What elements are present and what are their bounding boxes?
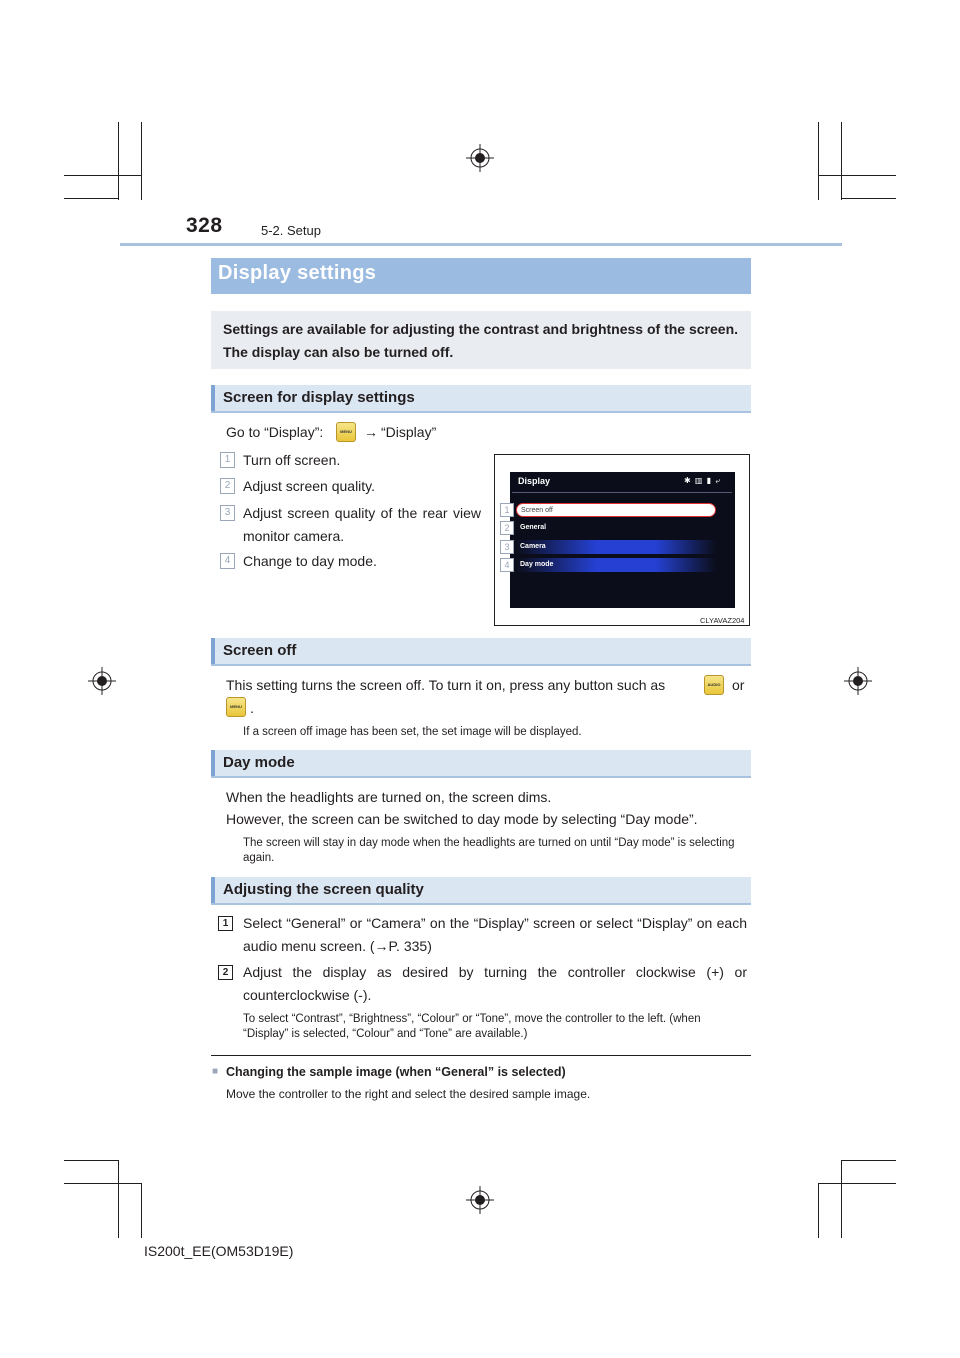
goto-arrow: → [364, 424, 378, 440]
screen-off-text: This setting turns the screen off. To turn it on, press any button such as [226, 677, 666, 693]
item-number: 4 [220, 553, 235, 569]
crop-mark [841, 198, 896, 199]
changing-heading: Changing the sample image (when “General” is selected) [226, 1065, 566, 1079]
page-number: 328 [186, 214, 223, 237]
section-heading: Adjusting the screen quality [223, 881, 424, 898]
step-number: 1 [218, 916, 233, 931]
figure-callout: 3 [500, 540, 514, 554]
page-title: Display settings [218, 262, 377, 284]
bullet-icon: ■ [212, 1066, 219, 1077]
crop-mark [64, 175, 142, 176]
crop-mark [141, 122, 142, 200]
section-heading: Day mode [223, 754, 295, 771]
header-rule [120, 243, 842, 246]
item-number: 3 [220, 505, 235, 521]
day-mode-line1: When the headlights are turned on, the screen dims. [226, 789, 552, 805]
menu-row-camera: Camera [516, 540, 716, 554]
crop-mark [841, 1160, 896, 1161]
screen-off-or: or [732, 677, 745, 693]
crop-mark [818, 1183, 896, 1184]
registration-mark-icon [466, 1186, 494, 1214]
goto-suffix: “Display” [381, 424, 437, 440]
item-text: Change to day mode. [243, 553, 377, 569]
figure-callout: 2 [500, 521, 514, 535]
item-number: 1 [220, 452, 235, 468]
crop-mark [118, 122, 119, 200]
item-text: Adjust screen quality. [243, 478, 376, 494]
section-label: 5-2. Setup [261, 223, 321, 238]
step-text: Select “General” or “Camera” on the “Display” screen or select “Display” on each audio menu screen. (→P. 335) [243, 915, 747, 954]
item-text: Adjust screen quality of the rear view monitor camera. [243, 505, 481, 544]
registration-mark-icon [88, 667, 116, 695]
crop-mark [818, 122, 819, 200]
crop-mark [841, 122, 842, 200]
changing-text: Move the controller to the right and select the desired sample image. [226, 1087, 591, 1101]
crop-mark [64, 198, 119, 199]
crop-mark [818, 175, 896, 176]
crop-mark [841, 1160, 842, 1238]
crop-mark [64, 1160, 119, 1161]
item-text: Turn off screen. [243, 452, 341, 468]
status-icons: ✱ ▥ ▮ ⤶ [684, 476, 721, 485]
screen-title: Display [518, 476, 551, 486]
section-heading: Screen for display settings [223, 389, 415, 406]
footer-code: IS200t_EE(OM53D19E) [144, 1243, 294, 1259]
section-heading: Screen off [223, 642, 297, 659]
menu-button-icon: MENU [336, 422, 356, 442]
day-mode-note: The screen will stay in day mode when the headlights are turned on until “Day mode” is selecting again. [243, 837, 735, 864]
figure-code: CLYAVAZ204 [700, 616, 745, 625]
item-number: 2 [220, 478, 235, 494]
screen-off-note: If a screen off image has been set, the set image will be displayed. [243, 726, 582, 738]
menu-row-day-mode: Day mode [516, 558, 716, 572]
figure-callout: 4 [500, 558, 514, 572]
day-mode-line2: However, the screen can be switched to day mode by selecting “Day mode”. [226, 811, 698, 827]
figure-callout: 1 [500, 503, 514, 517]
registration-mark-icon [466, 144, 494, 172]
registration-mark-icon [844, 667, 872, 695]
crop-mark [141, 1183, 142, 1238]
menu-row-general: General [520, 524, 547, 531]
crop-mark [64, 1183, 142, 1184]
intro-text: Settings are available for adjusting the contrast and brightness of the screen. The display can also be turned off. [223, 321, 739, 360]
crop-mark [118, 1160, 119, 1238]
crop-mark [818, 1183, 819, 1238]
screen-divider [512, 492, 732, 493]
step-text: Adjust the display as desired by turning the controller clockwise (+) or counterclockwise (-). [243, 964, 747, 1003]
goto-prefix: Go to “Display”: [226, 424, 324, 440]
menu-row-screen-off: Screen off [516, 503, 716, 517]
screen-off-end: . [250, 700, 254, 716]
divider [211, 1055, 751, 1056]
menu-button-icon: MENU [226, 697, 246, 717]
audio-button-icon: AUDIO [704, 675, 724, 695]
step-number: 2 [218, 965, 233, 980]
quality-note: To select “Contrast”, “Brightness”, “Colour” or “Tone”, move the controller to the left. (when “Display” is selected, “Colour” and “Tone” are available.) [243, 1013, 701, 1040]
